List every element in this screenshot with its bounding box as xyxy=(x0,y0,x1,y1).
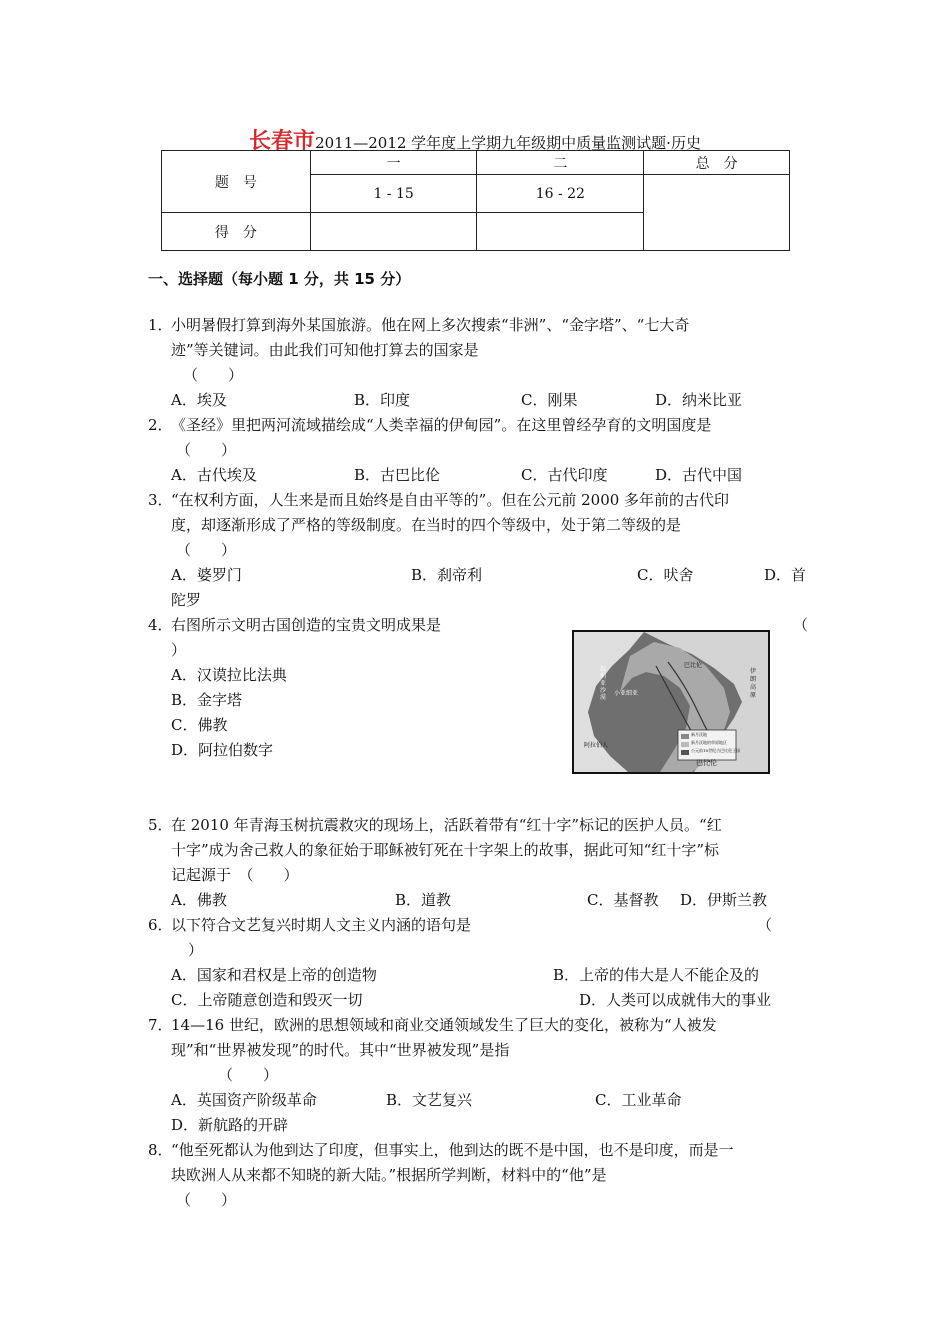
q8-line-2: 块欧洲人从来都不知晓的新大陆。”根据所学判断，材料中的“他”是 xyxy=(171,1166,607,1184)
q3-option-d-tail: 陀罗 xyxy=(171,591,202,609)
q3-option-b: B．刹帝利 xyxy=(411,566,483,584)
q3-line-2: 度，却逐渐形成了严格的等级制度。在当时的四个等级中，处于第二等级的是 xyxy=(171,516,682,534)
total-score-cell[interactable] xyxy=(644,175,790,251)
row-label-score: 得 分 xyxy=(162,213,311,251)
q4-paren-open[interactable]: （ xyxy=(793,616,809,634)
map-label-iranian-plateau: 伊朗高原 xyxy=(750,668,757,699)
q8-number: 8． xyxy=(148,1141,173,1159)
title-text: 2011—2012 学年度上学期九年级期中质量监测试题·历史 xyxy=(315,134,701,152)
q1-option-a: A．埃及 xyxy=(171,391,227,409)
q3-answer-paren[interactable]: （ ） xyxy=(176,541,237,559)
q4-number: 4． xyxy=(148,616,173,634)
q5-option-c: C．基督教 xyxy=(587,891,659,909)
q4-option-a: A．汉谟拉比法典 xyxy=(171,666,287,684)
q5-line-2: 十字”成为舍己救人的象征始于耶稣被钉死在十字架上的故事，据此可知“红十字”标 xyxy=(171,841,720,859)
q5-number: 5． xyxy=(148,816,173,834)
q7-number: 7． xyxy=(148,1016,173,1034)
map-legend-1: 新月沃地 xyxy=(691,732,707,737)
q7-line-2: 现”和“世界被发现”的时代。其中“世界被发现”是指 xyxy=(171,1041,510,1059)
row-label-number: 题 号 xyxy=(162,151,311,213)
q5-line-3: 记起源于 （ ） xyxy=(171,866,299,884)
q5-option-a: A．佛教 xyxy=(171,891,227,909)
map-label-asia-minor: 小亚细亚 xyxy=(614,690,639,697)
q1-answer-paren[interactable]: （ ） xyxy=(183,366,244,384)
q6-option-a: A．国家和君权是上帝的创造物 xyxy=(171,966,377,984)
q7-option-a: A．英国资产阶级革命 xyxy=(171,1091,317,1109)
score-table xyxy=(161,150,790,251)
q3-option-d: D．首 xyxy=(764,566,807,584)
q4-paren-close: ） xyxy=(171,641,187,659)
q6-paren-open[interactable]: （ xyxy=(757,916,773,934)
q5-option-d: D．伊斯兰教 xyxy=(680,891,768,909)
score-cell-1[interactable] xyxy=(310,213,477,251)
q1-option-c: C．刚果 xyxy=(521,391,578,409)
map-label-syrian-desert: 叙利亚沙漠 xyxy=(600,666,607,701)
q6-number: 6． xyxy=(148,916,173,934)
q6-option-c: C．上帝随意创造和毁灭一切 xyxy=(171,991,363,1009)
q8-answer-paren[interactable]: （ ） xyxy=(176,1191,237,1209)
q4-option-c: C．佛教 xyxy=(171,716,228,734)
q3-line-1: “在权利方面，人生来是而且始终是自由平等的”。但在公元前 2000 多年前的古代印 xyxy=(171,491,730,509)
map-label-babylon-city: 巴比伦 xyxy=(696,759,717,767)
q1-line-2: 迹”等关键词。由此我们可知他打算去的国家是 xyxy=(171,341,479,359)
q6-option-b: B．上帝的伟大是人不能企及的 xyxy=(553,966,760,984)
col-header-2: 二 xyxy=(477,151,644,175)
mesopotamia-map-figure xyxy=(572,630,770,774)
q2-option-c: C．古代印度 xyxy=(521,466,608,484)
map-label-arabs: 阿拉伯人 xyxy=(584,742,609,749)
q7-answer-paren[interactable]: （ ） xyxy=(218,1066,279,1084)
range-1: 1 - 15 xyxy=(310,175,477,213)
q2-answer-paren[interactable]: （ ） xyxy=(176,441,237,459)
section-heading: 一、选择题（每小题 1 分，共 15 分） xyxy=(148,270,411,288)
q6-line-1: 以下符合文艺复兴时期人文主义内涵的语句是 xyxy=(171,916,472,934)
q1-number: 1． xyxy=(148,316,173,334)
q4-option-d: D．阿拉伯数字 xyxy=(171,741,274,759)
q2-number: 2． xyxy=(148,416,173,434)
q7-option-d: D．新航路的开辟 xyxy=(171,1116,289,1134)
q2-option-a: A．古代埃及 xyxy=(171,466,257,484)
q7-line-1: 14—16 世纪，欧洲的思想领域和商业交通领域发生了巨大的变化，被称为“人被发 xyxy=(171,1016,717,1034)
q4-line-1: 右图所示文明古国创造的宝贵文明成果是 xyxy=(171,616,442,634)
q7-option-c: C．工业革命 xyxy=(595,1091,682,1109)
q2-option-d: D．古代中国 xyxy=(655,466,743,484)
q7-option-b: B．文艺复兴 xyxy=(386,1091,473,1109)
q3-number: 3． xyxy=(148,491,173,509)
q3-option-c: C．吠舍 xyxy=(637,566,694,584)
q1-option-d: D．纳米比亚 xyxy=(655,391,743,409)
col-header-1: 一 xyxy=(310,151,477,175)
map-legend-2: 新月沃地的草原地区 xyxy=(691,740,727,745)
q6-option-d: D．人类可以成就伟大的事业 xyxy=(579,991,772,1009)
map-label-babylon: 巴比伦 xyxy=(684,662,703,669)
title-city: 长春市 xyxy=(249,129,316,154)
score-cell-2[interactable] xyxy=(477,213,644,251)
q2-line-1: 《圣经》里把两河流域描绘成“人类幸福的伊甸园”。在这里曾经孕育的文明国度是 xyxy=(171,416,712,434)
q3-option-a: A．婆罗门 xyxy=(171,566,242,584)
col-header-total: 总 分 xyxy=(644,151,790,175)
q2-option-b: B．古巴比伦 xyxy=(354,466,441,484)
q6-paren-close: ） xyxy=(188,941,204,959)
range-2: 16 - 22 xyxy=(477,175,644,213)
q5-line-1: 在 2010 年青海玉树抗震救灾的现场上，活跃着带有“红十字”标记的医护人员。“红 xyxy=(171,816,722,834)
q1-line-1: 小明暑假打算到海外某国旅游。他在网上多次搜索“非洲”、“金字塔”、“七大奇 xyxy=(171,316,690,334)
map-legend-3: 公元前18世纪古巴比伦王国 xyxy=(691,748,741,753)
q5-option-b: B．道教 xyxy=(395,891,452,909)
q1-option-b: B．印度 xyxy=(354,391,411,409)
q8-line-1: “他至死都认为他到达了印度，但事实上，他到达的既不是中国，也不是印度，而是一 xyxy=(171,1141,734,1159)
q4-option-b: B．金字塔 xyxy=(171,691,243,709)
